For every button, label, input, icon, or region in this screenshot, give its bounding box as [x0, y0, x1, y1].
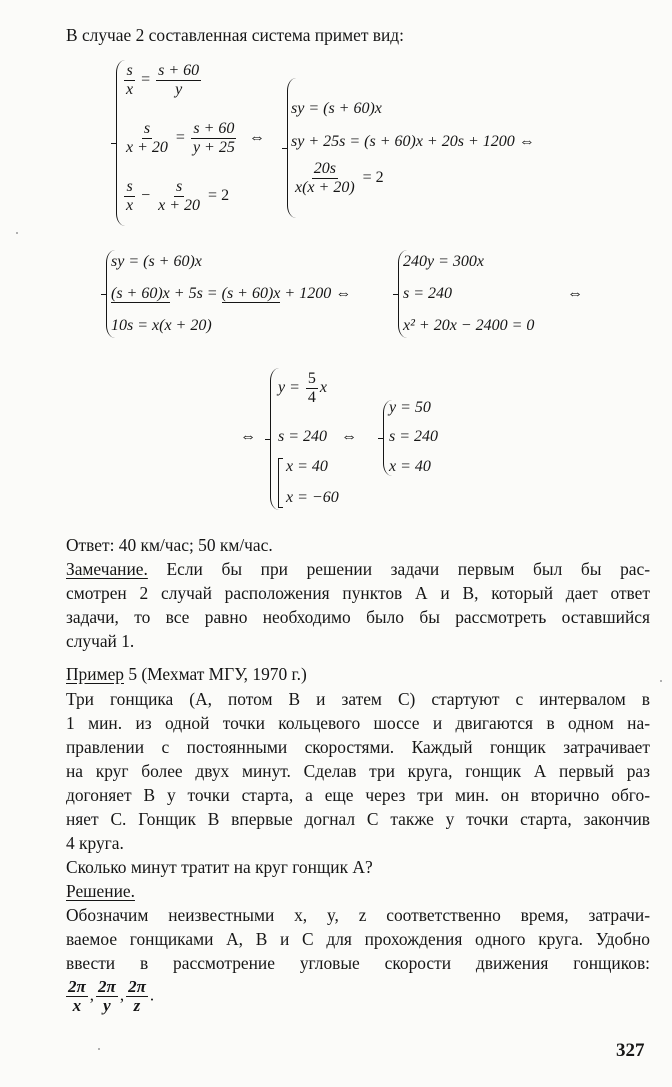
- system6-line2: s = 240: [389, 428, 439, 445]
- equivalence-sign: ⇔: [567, 285, 583, 302]
- system1-line1: $\frac{s}{x}$ = $\frac{s + 60}{y}$: [126, 62, 200, 98]
- solution-heading: [66, 880, 650, 903]
- system6-line1: y = 50: [389, 399, 431, 416]
- system2-line3: $\frac{20s}{x(x + 20)}$ = 2: [295, 160, 384, 196]
- system1-line3: $\frac{s}{x}$ − $\frac{s}{x + 20}$ = 2: [126, 178, 230, 214]
- scan-speck: [660, 680, 662, 682]
- remark-line-1: Замечание. Если бы при решении задачи первым был бы рас-: [66, 559, 650, 579]
- system3-line2: (s + 60)x + 5s = (s + 60)x + 1200 ⇔: [111, 285, 352, 302]
- example-line-1: Три гонщика (А, потом В и затем С) стартуют с интервалом в: [66, 689, 650, 709]
- example-line-3: правлении с постоянными скоростями. Каждый гонщик затрачивает: [66, 737, 650, 757]
- system5-line1: y = $\frac{5}{4}$ x: [278, 370, 328, 406]
- example-line-5: догоняет В у точки старта, а еще через три мин. он вторично обго-: [66, 785, 650, 805]
- answer-text: Ответ: 40 км/час; 50 км/час.: [66, 535, 273, 555]
- page-number: 327: [616, 1040, 645, 1061]
- example-label: Пример: [66, 664, 124, 684]
- system2-line2: sy + 25s = (s + 60)x + 20s + 1200 ⇔: [291, 133, 535, 150]
- intro-text: В случае 2 составленная система примет вид:: [66, 25, 404, 45]
- system5-bracket: [278, 458, 283, 508]
- remark-line-3: задачи, то все равно необходимо было бы рассмотреть оставшийся: [66, 607, 650, 627]
- system3-line3: 10s = x(x + 20): [111, 317, 212, 334]
- system4-line3: x² + 20x − 2400 = 0: [403, 317, 535, 334]
- remark-line-2: смотрен 2 случай расположения пунктов А и В, который дает ответ: [66, 583, 650, 603]
- example-line-2: 1 мин. из одной точки кольцевого шоссе и двигаются в одном на-: [66, 713, 650, 733]
- system1-line2: $\frac{s}{x + 20}$ = $\frac{s + 60}{y + 25}$ ⇔: [126, 120, 265, 156]
- system3-line1: sy = (s + 60)x: [111, 253, 202, 270]
- system5-line2: s = 240 ⇔: [278, 428, 358, 445]
- example-heading: Пример 5 (Мехмат МГУ, 1970 г.): [66, 664, 307, 684]
- example-question: Сколько минут тратит на круг гонщик А?: [66, 857, 373, 877]
- system5-line3: x = 40: [286, 458, 328, 475]
- solution-line-1: Обозначим неизвестными x, y, z соответственно время, затрачи-: [66, 905, 650, 925]
- example-line-7: 4 круга.: [66, 833, 124, 853]
- scan-speck: [16, 232, 18, 234]
- example-line-4: на круг более двух минут. Сделав три круга, гонщик А первый раз: [66, 761, 650, 781]
- equivalence-sign: ⇔: [240, 428, 256, 445]
- system5-line4: x = −60: [286, 489, 339, 506]
- system4-line1: 240y = 300x: [403, 253, 484, 270]
- solution-label: Решение.: [66, 881, 135, 901]
- example-line-6: няет С. Гонщик В впервые догнал С также у точки старта, закончив: [66, 809, 650, 829]
- remark-label: Замечание.: [66, 559, 148, 579]
- angular-speed-fractions: $\frac{2\pi}{x}$ , $\frac{2\pi}{y}$ , $\frac{2\pi}{z}$ .: [68, 977, 155, 1015]
- scan-speck: [98, 1048, 100, 1050]
- solution-line-2: ваемое гонщиками А, В и С для прохождения одного круга. Удобно: [66, 929, 650, 949]
- system2-line1: sy = (s + 60)x: [291, 100, 382, 117]
- solution-line-3: ввести в рассмотрение угловые скорости движения гонщиков:: [66, 953, 650, 973]
- system6-line3: x = 40: [389, 458, 431, 475]
- remark-line-4: случай 1.: [66, 631, 135, 651]
- system4-line2: s = 240: [403, 285, 453, 302]
